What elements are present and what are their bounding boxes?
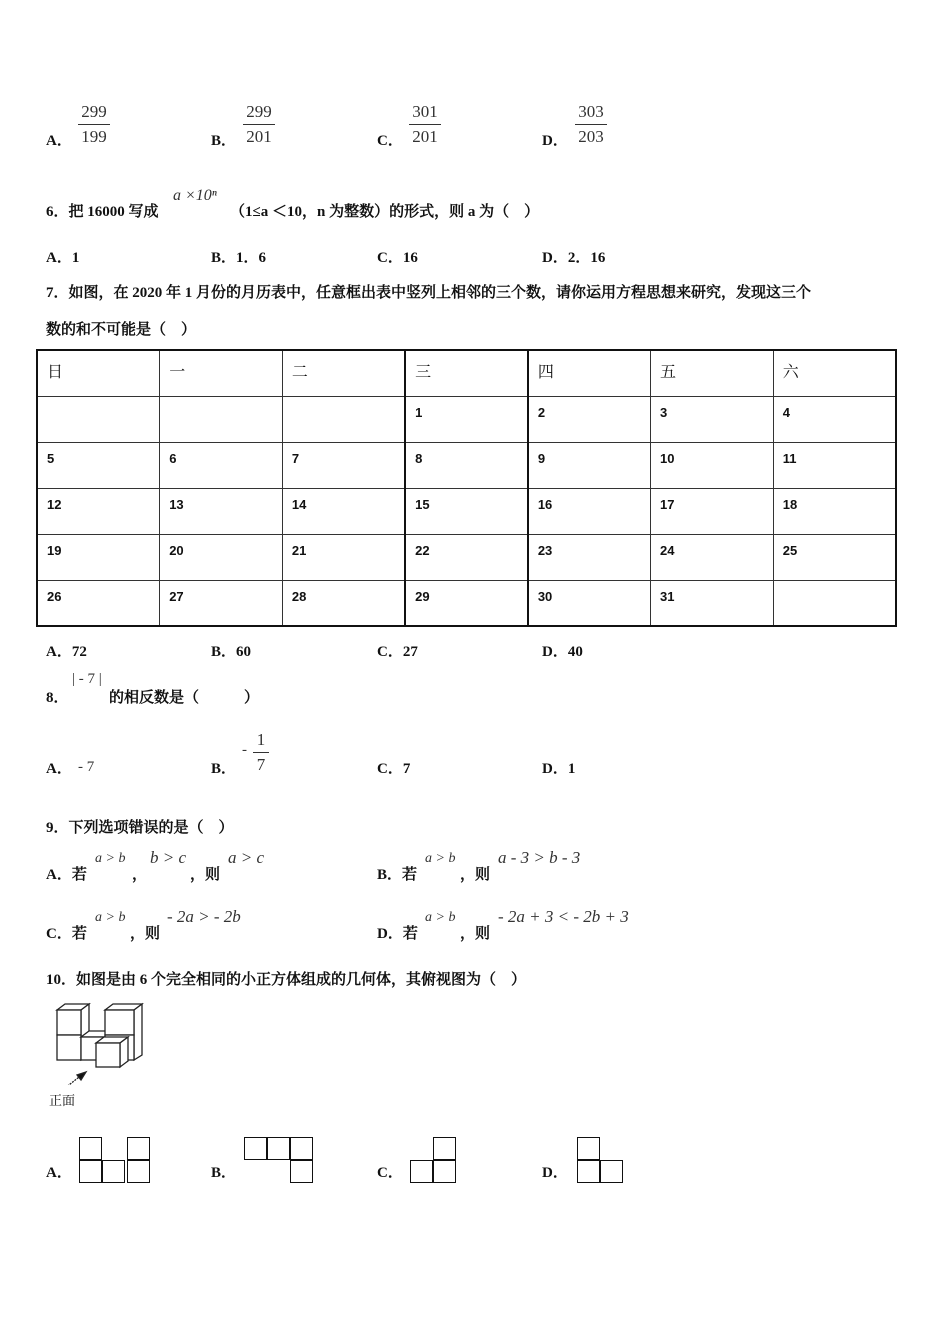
- calendar-day-cell: [773, 580, 896, 626]
- q8-option-c: C．7: [377, 761, 411, 777]
- q9-a-then: ，则: [190, 867, 221, 883]
- calendar-header-cell: 一: [160, 350, 283, 396]
- calendar-day-cell: 20: [160, 534, 283, 580]
- q5-option-d-fraction: [575, 100, 607, 149]
- q8-option-b-sign: -: [242, 742, 247, 758]
- q8-option-d: D．1: [542, 761, 576, 777]
- calendar-day-cell: 18: [773, 488, 896, 534]
- calendar-header-row: [37, 350, 896, 396]
- q8-prefix: 8．: [46, 690, 69, 706]
- q7-option-c: C．27: [377, 644, 418, 660]
- q7-question-line2: 数的和不可能是（ ）: [46, 322, 197, 338]
- calendar-day-cell: 2: [528, 396, 651, 442]
- q5-option-c-fraction: [409, 100, 441, 149]
- calendar-day-cell: 15: [405, 488, 528, 534]
- q9-c-cond: a > b: [95, 910, 126, 925]
- grid-square: [290, 1160, 313, 1183]
- calendar-day-cell: 4: [773, 396, 896, 442]
- q10-title: 10．如图是由 6 个完全相同的小正方体组成的几何体，其俯视图为（ ）: [46, 972, 527, 988]
- numerator: 1: [253, 728, 269, 753]
- q10-option-a-label: A．: [46, 1165, 72, 1181]
- calendar-day-cell: 13: [160, 488, 283, 534]
- q6-option-d: D．2．16: [542, 250, 606, 266]
- calendar-day-cell: 25: [773, 534, 896, 580]
- q9-title: 9．下列选项错误的是（ ）: [46, 820, 234, 836]
- q9-d-cond: a > b: [425, 910, 456, 925]
- grid-square: [410, 1160, 433, 1183]
- grid-square: [600, 1160, 623, 1183]
- q6-option-c: C．16: [377, 250, 418, 266]
- q8-suffix: 的相反数是（ ）: [109, 690, 260, 706]
- q9-c-label: C．若: [46, 926, 87, 942]
- calendar-day-cell: 7: [282, 442, 405, 488]
- denominator: 7: [256, 755, 266, 774]
- calendar-week-row: [37, 580, 896, 626]
- q7-option-d: D．40: [542, 644, 583, 660]
- numerator: 303: [575, 100, 607, 125]
- grid-square: [290, 1137, 313, 1160]
- q8-option-b-label: B．: [211, 761, 237, 777]
- grid-square: [433, 1160, 456, 1183]
- q9-c-result: - 2a > - 2b: [167, 907, 241, 926]
- calendar-day-cell: 11: [773, 442, 896, 488]
- grid-square: [267, 1137, 290, 1160]
- q9-b-then: ，则: [460, 867, 491, 883]
- denominator: 203: [578, 127, 604, 146]
- q5-option-b-label: B．: [211, 133, 237, 149]
- q6-option-a: A．1: [46, 250, 80, 266]
- q8-option-a-label: A．: [46, 761, 72, 777]
- q9-a-sep: ，: [132, 867, 148, 883]
- q5-option-c-label: C．: [377, 133, 403, 149]
- calendar-day-cell: 3: [651, 396, 774, 442]
- calendar-day-cell: 10: [651, 442, 774, 488]
- calendar-header-cell: 六: [773, 350, 896, 396]
- q7-option-a: A．72: [46, 644, 87, 660]
- q9-a-label: A．若: [46, 867, 87, 883]
- calendar-day-cell: 29: [405, 580, 528, 626]
- calendar-day-cell: 30: [528, 580, 651, 626]
- calendar-header-cell: 四: [528, 350, 651, 396]
- q9-c-then: ，则: [130, 926, 161, 942]
- grid-square: [79, 1160, 102, 1183]
- calendar-day-cell: 12: [37, 488, 160, 534]
- q9-b-result: a - 3 > b - 3: [498, 848, 581, 867]
- calendar-header-cell: 五: [651, 350, 774, 396]
- calendar-week-row: [37, 442, 896, 488]
- calendar-day-cell: 27: [160, 580, 283, 626]
- denominator: 199: [81, 127, 107, 146]
- q5-option-d-label: D．: [542, 133, 568, 149]
- calendar-day-cell: 16: [528, 488, 651, 534]
- calendar-day-cell: 9: [528, 442, 651, 488]
- front-view-label: 正面: [49, 1094, 76, 1109]
- q7-option-b: B．60: [211, 644, 252, 660]
- grid-square: [127, 1160, 150, 1183]
- q5-option-b-fraction: [243, 100, 275, 149]
- calendar-header-cell: 三: [405, 350, 528, 396]
- calendar-day-cell: 21: [282, 534, 405, 580]
- grid-square: [127, 1137, 150, 1160]
- calendar-day-cell: 26: [37, 580, 160, 626]
- grid-square: [102, 1160, 125, 1183]
- calendar-day-cell: 8: [405, 442, 528, 488]
- calendar-day-cell: 31: [651, 580, 774, 626]
- grid-square: [433, 1137, 456, 1160]
- numerator: 299: [243, 100, 275, 125]
- q8-option-b-fraction: [253, 728, 269, 777]
- calendar-day-cell: 6: [160, 442, 283, 488]
- q9-a-result: a > c: [228, 848, 265, 867]
- calendar-day-cell: 28: [282, 580, 405, 626]
- q5-option-a-fraction: [78, 100, 110, 149]
- q8-expression: | - 7 |: [72, 671, 102, 687]
- q10-option-b-label: B．: [211, 1165, 237, 1181]
- q9-d-then: ，则: [460, 926, 491, 942]
- q6-suffix: （1≤a ＜10，n 为整数）的形式，则 a 为（ ）: [230, 204, 540, 220]
- denominator: 201: [412, 127, 438, 146]
- calendar-week-row: [37, 534, 896, 580]
- q6-expression: a ×10ⁿ: [173, 187, 217, 204]
- calendar-week-row: [37, 396, 896, 442]
- grid-square: [79, 1137, 102, 1160]
- calendar-day-cell: 24: [651, 534, 774, 580]
- calendar-week-row: [37, 488, 896, 534]
- q9-d-label: D．若: [377, 926, 418, 942]
- numerator: 299: [78, 100, 110, 125]
- calendar-day-cell: [37, 396, 160, 442]
- calendar-header-cell: 二: [282, 350, 405, 396]
- q10-option-c-label: C．: [377, 1165, 403, 1181]
- calendar-table: [36, 349, 897, 627]
- q6-prefix: 6．把 16000 写成: [46, 204, 159, 220]
- denominator: 201: [246, 127, 272, 146]
- q7-question-line1: 7．如图，在 2020 年 1 月份的月历表中，任意框出表中竖列上相邻的三个数，请你运用方程思想来研究，发现这三个: [46, 285, 812, 301]
- grid-square: [577, 1160, 600, 1183]
- q10-option-d-label: D．: [542, 1165, 568, 1181]
- q5-option-a-label: A．: [46, 133, 72, 149]
- q9-b-cond: a > b: [425, 851, 456, 866]
- q9-d-result: - 2a + 3 < - 2b + 3: [498, 907, 629, 926]
- calendar-day-cell: 14: [282, 488, 405, 534]
- calendar-day-cell: 23: [528, 534, 651, 580]
- q9-a-cond2: b > c: [150, 848, 187, 867]
- cube-figure: [48, 1000, 148, 1085]
- q9-a-cond1: a > b: [95, 851, 126, 866]
- calendar-day-cell: 1: [405, 396, 528, 442]
- calendar-day-cell: [160, 396, 283, 442]
- q9-b-label: B．若: [377, 867, 418, 883]
- calendar-day-cell: 22: [405, 534, 528, 580]
- numerator: 301: [409, 100, 441, 125]
- q6-option-b: B．1．6: [211, 250, 267, 266]
- calendar-day-cell: 19: [37, 534, 160, 580]
- calendar-day-cell: [282, 396, 405, 442]
- calendar-header-cell: 日: [37, 350, 160, 396]
- q8-option-a-value: - 7: [78, 759, 95, 775]
- grid-square: [244, 1137, 267, 1160]
- grid-square: [577, 1137, 600, 1160]
- calendar-day-cell: 17: [651, 488, 774, 534]
- calendar-day-cell: 5: [37, 442, 160, 488]
